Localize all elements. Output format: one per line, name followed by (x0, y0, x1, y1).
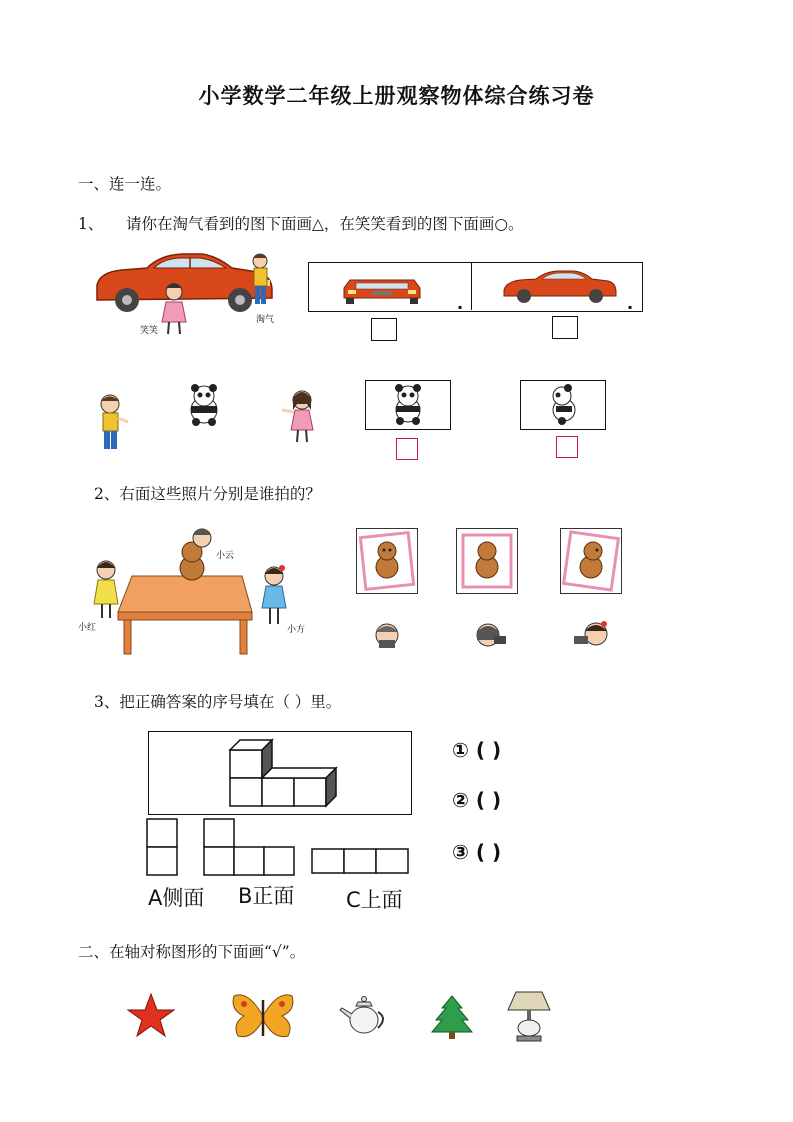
star-shape-image (126, 992, 176, 1038)
answer-1-marker: ① (452, 738, 469, 762)
monkey-photo-2-image (457, 529, 517, 593)
answer-3-blank[interactable]: ( ) (475, 840, 502, 864)
teapot-shape-image (338, 992, 388, 1038)
car-side-view-image (500, 268, 618, 306)
page-title: 小学数学二年级上册观察物体综合练习卷 (198, 83, 595, 108)
answer-3-marker: ③ (452, 840, 469, 864)
label-xiaoyun: 小云 (216, 551, 235, 561)
panda-side-view-image (546, 384, 582, 424)
section-2-heading: 二、在轴对称图形的下面画“√”。 (78, 943, 306, 961)
view-a-side-shape (146, 818, 186, 878)
boy-taoqi-2-illustration (92, 392, 132, 454)
view-c-top-shape (311, 848, 411, 876)
monkey-photo-3 (560, 528, 622, 594)
answer-2-marker: ② (452, 788, 469, 812)
answer-2-blank[interactable]: ( ) (475, 788, 502, 812)
answer-1-blank[interactable]: ( ) (475, 738, 502, 762)
kid-camera-2-illustration (472, 620, 508, 654)
girl-xiaoxiao-2-illustration (280, 388, 322, 446)
kid-camera-1-illustration (370, 620, 404, 654)
label-xiaohong: 小红 (78, 623, 97, 633)
car-views-divider (471, 262, 472, 310)
frame-mark-left: ▪ (458, 304, 463, 311)
butterfly-shape-image (230, 990, 296, 1042)
label-xiaoxiao: 笑笑 (140, 326, 159, 336)
answer-row-3[interactable] (452, 840, 501, 864)
panda-illustration (184, 384, 224, 426)
answer-box-car-side[interactable] (552, 316, 578, 339)
view-a-label: A侧面 (148, 886, 205, 910)
boy-taoqi-illustration (246, 252, 276, 314)
answer-row-1[interactable] (452, 738, 501, 762)
view-b-label: B正面 (238, 884, 295, 908)
monkey-photo-2 (456, 528, 518, 594)
answer-box-car-front[interactable] (371, 318, 397, 341)
answer-row-2[interactable] (452, 788, 501, 812)
q2-text: 2、右面这些照片分别是谁拍的？ (94, 485, 321, 503)
q1-text: 请你在淘气看到的图下面画△，在笑笑看到的图下面画○。 (126, 215, 524, 233)
cube-stack-image (228, 738, 338, 808)
table-scene-illustration (92, 528, 312, 658)
label-xiaofang: 小方 (287, 625, 306, 635)
section-1-heading: 一、连一连。 (78, 175, 172, 193)
view-b-front-shape (203, 818, 299, 878)
kid-camera-3-illustration (572, 618, 612, 654)
answer-box-panda-front[interactable] (396, 438, 418, 460)
q1-number: 1、 (78, 215, 104, 233)
tree-shape-image (430, 994, 474, 1040)
label-taoqi: 淘气 (256, 315, 275, 325)
view-c-label: C上面 (346, 888, 403, 912)
monkey-photo-1-image (357, 529, 417, 593)
monkey-photo-1 (356, 528, 418, 594)
answer-box-panda-side[interactable] (556, 436, 578, 458)
panda-front-view-image (388, 384, 428, 424)
monkey-photo-3-image (561, 529, 621, 593)
q3-text: 3、把正确答案的序号填在（ ）里。 (94, 693, 342, 711)
car-front-view-image (340, 272, 424, 306)
frame-mark-right: ▪ (628, 304, 633, 311)
lamp-shape-image (504, 986, 554, 1046)
